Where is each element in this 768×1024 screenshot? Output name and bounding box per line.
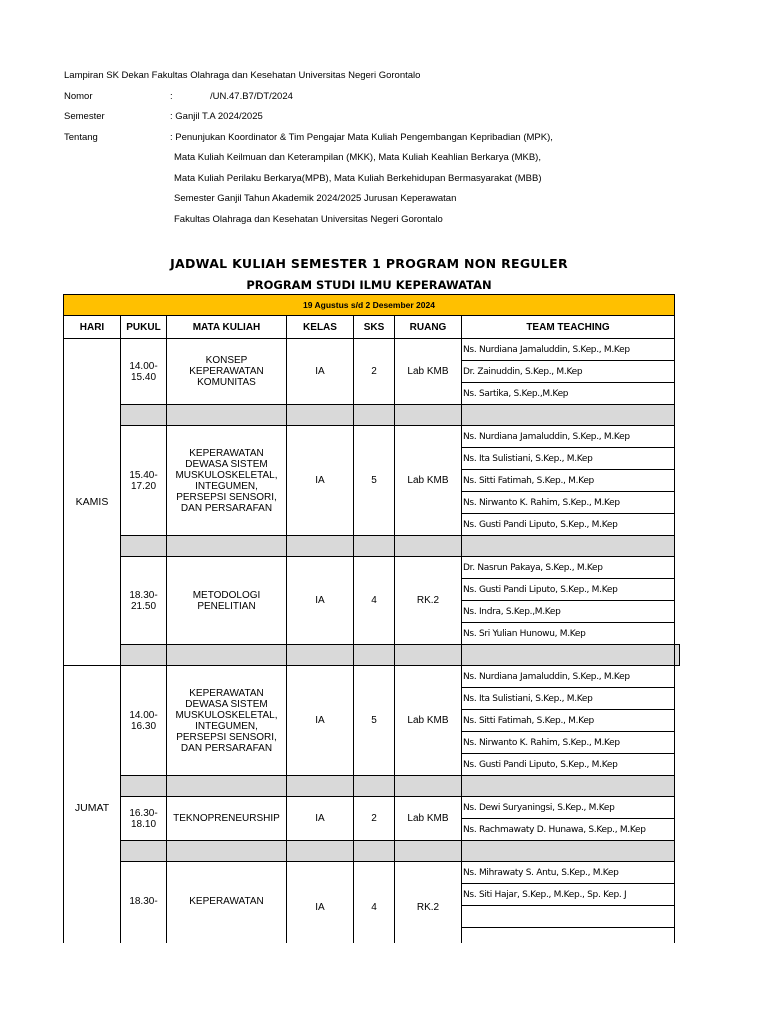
tentang-cont-4: Fakultas Olahraga dan Kesehatan Universitas Negeri Gorontalo bbox=[174, 213, 443, 225]
teacher-cell: Ns. Gusti Pandi Liputo, S.Kep., M.Kep bbox=[462, 579, 675, 601]
col-hari: HARI bbox=[64, 316, 121, 339]
mata-kuliah-cell: TEKNOPRENEURSHIP bbox=[167, 797, 287, 841]
mata-kuliah-cell: KEPERAWATAN DEWASA SISTEM MUSKULOSKELETAL, INTEGUMEN, PERSEPSI SENSORI, DAN PERSARAFAN bbox=[167, 666, 287, 776]
pukul-cell: 16.30- 18.10 bbox=[121, 797, 167, 841]
teacher-cell: Ns. Ita Sulistiani, S.Kep., M.Kep bbox=[462, 688, 675, 710]
ruang-cell: Lab KMB bbox=[395, 797, 462, 841]
tentang-cont-2: Mata Kuliah Perilaku Berkarya(MPB), Mata Kuliah Berkehidupan Bermasyarakat (MBB) bbox=[174, 172, 542, 184]
kelas-cell: IA bbox=[287, 862, 354, 944]
pukul-cell: 14.00- 15.40 bbox=[121, 339, 167, 405]
date-range: 19 Agustus s/d 2 Desember 2024 bbox=[64, 295, 675, 316]
tentang-cont-1: Mata Kuliah Keilmuan dan Keterampilan (MKK), Mata Kuliah Keahlian Berkarya (MKB), bbox=[174, 152, 541, 163]
kelas-cell: IA bbox=[287, 797, 354, 841]
sks-cell: 5 bbox=[354, 666, 395, 776]
gap-row bbox=[64, 536, 680, 557]
pukul-cell: 18.30- 21.50 bbox=[121, 557, 167, 645]
teacher-cell: Ns. Sri Yulian Hunowu, M.Kep bbox=[462, 623, 675, 645]
sks-cell: 2 bbox=[354, 339, 395, 405]
ruang-cell: Lab KMB bbox=[395, 426, 462, 536]
table-row bbox=[64, 339, 680, 361]
kelas-cell: IA bbox=[287, 666, 354, 776]
pukul-cell: 14.00- 16.30 bbox=[121, 666, 167, 776]
sks-cell: 5 bbox=[354, 426, 395, 536]
col-sks: SKS bbox=[354, 316, 395, 339]
nomor-row: Nomor : /UN.47.B7/DT/2024 bbox=[64, 90, 293, 102]
day-jumat: JUMAT bbox=[64, 666, 121, 944]
ruang-cell: RK.2 bbox=[395, 862, 462, 944]
col-mata-kuliah: MATA KULIAH bbox=[167, 316, 287, 339]
teacher-cell: Ns. Nurdiana Jamaluddin, S.Kep., M.Kep bbox=[462, 666, 675, 688]
teacher-cell: Ns. Nurdiana Jamaluddin, S.Kep., M.Kep bbox=[462, 339, 675, 361]
teacher-cell: Ns. Gusti Pandi Liputo, S.Kep., M.Kep bbox=[462, 754, 675, 776]
col-team-teaching: TEAM TEACHING bbox=[462, 316, 675, 339]
table-row bbox=[64, 797, 680, 819]
teacher-cell: Ns. Gusti Pandi Liputo, S.Kep., M.Kep bbox=[462, 514, 675, 536]
teacher-cell: Ns. Mihrawaty S. Antu, S.Kep., M.Kep bbox=[462, 862, 675, 884]
program-title: PROGRAM STUDI ILMU KEPERAWATAN bbox=[246, 278, 492, 292]
header-row bbox=[64, 316, 680, 339]
sks-cell: 4 bbox=[354, 862, 395, 944]
ruang-cell: Lab KMB bbox=[395, 666, 462, 776]
col-pukul: PUKUL bbox=[121, 316, 167, 339]
lampiran-line: Lampiran SK Dekan Fakultas Olahraga dan Kesehatan Universitas Negeri Gorontalo bbox=[64, 70, 421, 81]
date-range-row bbox=[64, 295, 680, 316]
teacher-cell: Ns. Nurdiana Jamaluddin, S.Kep., M.Kep bbox=[462, 426, 675, 448]
gap-row bbox=[64, 841, 680, 862]
teacher-cell: Ns. Nirwanto K. Rahim, S.Kep., M.Kep bbox=[462, 492, 675, 514]
mata-kuliah-cell: KONSEP KEPERAWATAN KOMUNITAS bbox=[167, 339, 287, 405]
table-row bbox=[64, 557, 680, 579]
schedule-table bbox=[63, 294, 680, 943]
col-ruang: RUANG bbox=[395, 316, 462, 339]
table-row bbox=[64, 666, 680, 688]
table-row bbox=[64, 862, 680, 884]
mata-kuliah-cell: KEPERAWATAN DEWASA SISTEM MUSKULOSKELETAL, INTEGUMEN, PERSEPSI SENSORI, DAN PERSARAFAN bbox=[167, 426, 287, 536]
sks-cell: 2 bbox=[354, 797, 395, 841]
pukul-cell: 15.40- 17.20 bbox=[121, 426, 167, 536]
mata-kuliah-cell: METODOLOGI PENELITIAN bbox=[167, 557, 287, 645]
day-kamis: KAMIS bbox=[64, 339, 121, 666]
kelas-cell: IA bbox=[287, 426, 354, 536]
pukul-cell: 18.30- bbox=[121, 862, 167, 944]
kelas-cell: IA bbox=[287, 339, 354, 405]
teacher-cell: Ns. Siti Hajar, S.Kep., M.Kep., Sp. Kep. J bbox=[462, 884, 675, 906]
col-kelas: KELAS bbox=[287, 316, 354, 339]
teacher-cell: Ns. Indra, S.Kep.,M.Kep bbox=[462, 601, 675, 623]
day-separator-row bbox=[64, 645, 680, 666]
gap-row bbox=[64, 776, 680, 797]
teacher-cell: Ns. Sitti Fatimah, S.Kep., M.Kep bbox=[462, 470, 675, 492]
teacher-cell: Dr. Zainuddin, S.Kep., M.Kep bbox=[462, 361, 675, 383]
table-row bbox=[64, 426, 680, 448]
teacher-cell: Ns. Rachmawaty D. Hunawa, S.Kep., M.Kep bbox=[462, 819, 675, 841]
tentang-cont-3: Semester Ganjil Tahun Akademik 2024/2025 Jurusan Keperawatan bbox=[174, 193, 457, 204]
teacher-cell: Ns. Ita Sulistiani, S.Kep., M.Kep bbox=[462, 448, 675, 470]
ruang-cell: Lab KMB bbox=[395, 339, 462, 405]
teacher-cell: Ns. Sartika, S.Kep.,M.Kep bbox=[462, 383, 675, 405]
teacher-cell: Ns. Sitti Fatimah, S.Kep., M.Kep bbox=[462, 710, 675, 732]
teacher-cell: Ns. Dewi Suryaningsi, S.Kep., M.Kep bbox=[462, 797, 675, 819]
tentang-row: Tentang : Penunjukan Koordinator & Tim Pengajar Mata Kuliah Pengembangan Kepribadian (MPK), bbox=[64, 131, 553, 143]
schedule-title: JADWAL KULIAH SEMESTER 1 PROGRAM NON REGULER bbox=[170, 256, 568, 271]
mata-kuliah-cell: KEPERAWATAN bbox=[167, 862, 287, 944]
sks-cell: 4 bbox=[354, 557, 395, 645]
gap-row bbox=[64, 405, 680, 426]
semester-row: Semester : Ganjil T.A 2024/2025 bbox=[64, 111, 263, 122]
teacher-cell: Dr. Nasrun Pakaya, S.Kep., M.Kep bbox=[462, 557, 675, 579]
ruang-cell: RK.2 bbox=[395, 557, 462, 645]
kelas-cell: IA bbox=[287, 557, 354, 645]
teacher-cell: Ns. Nirwanto K. Rahim, S.Kep., M.Kep bbox=[462, 732, 675, 754]
